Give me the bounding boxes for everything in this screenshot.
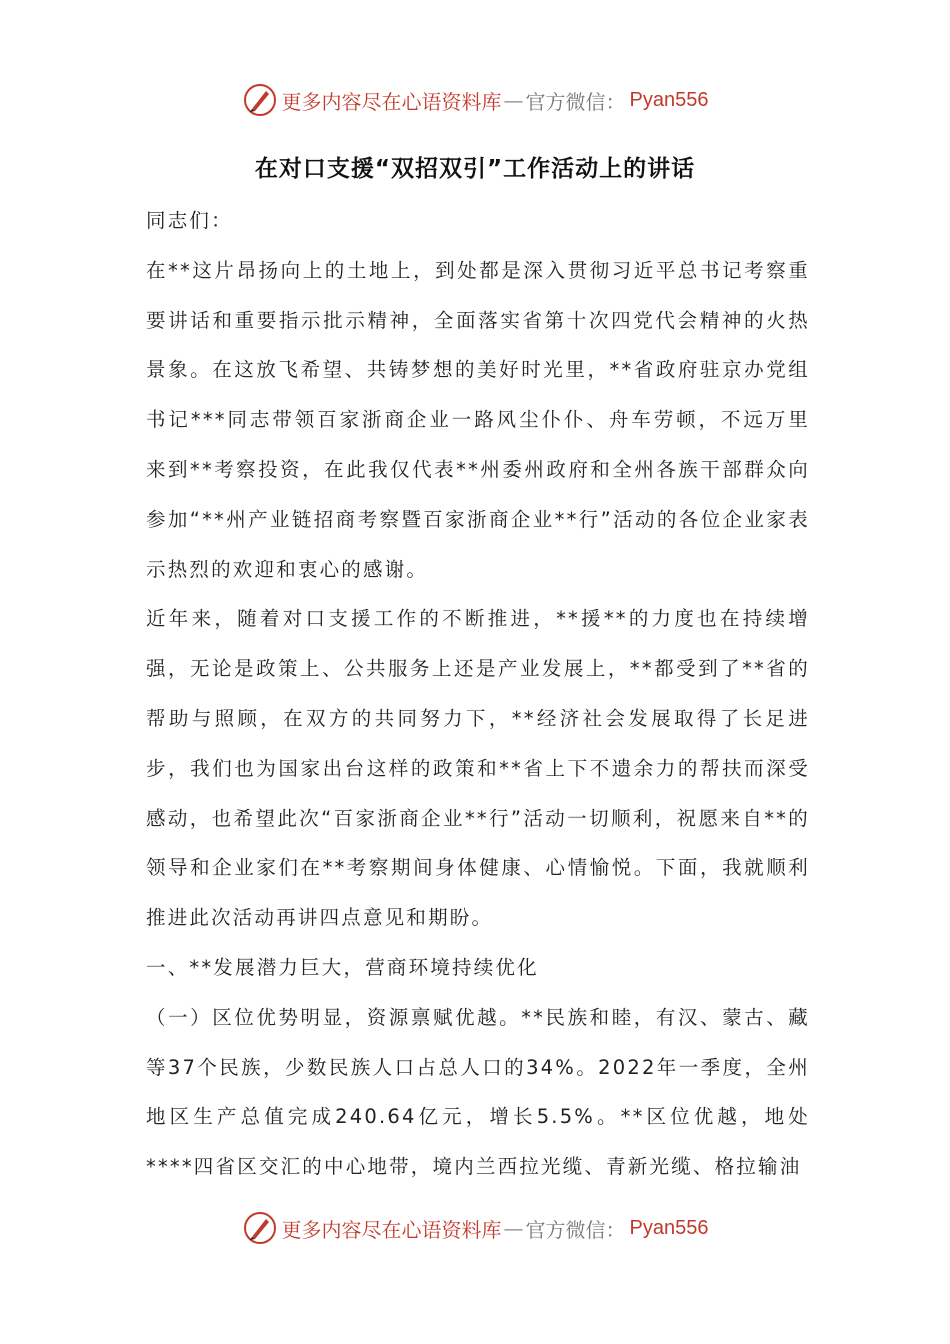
- pen-logo-icon: [242, 1210, 278, 1246]
- watermark-wechat-id: Pyan556: [629, 1216, 709, 1239]
- salutation: 同志们：: [146, 209, 233, 232]
- watermark-separator: —: [503, 1216, 524, 1240]
- watermark-wechat-label: 官方微信：: [525, 89, 626, 114]
- pen-logo-icon: [242, 82, 278, 118]
- watermark-brand: 更多内容尽在心语资料库: [281, 1217, 502, 1242]
- watermark-brand: 更多内容尽在心语资料库: [281, 89, 502, 114]
- section-heading: 一、**发展潜力巨大，营商环境持续优化: [146, 955, 539, 979]
- watermark-wechat-id: Pyan556: [629, 88, 709, 111]
- paragraph: 近年来，随着对口支援工作的不断推进，**援**的力度也在持续增强，无论是政策上、公共服务上还是产业发展上，**都受到了**省的帮助与照顾，在双方的共同努力下，**经济社会发展取得了长足进步，我们也为国家出台这样的政策和**省上下不遗余力的帮扶而深受感动，也希望此次“百家浙商企业**行”活动一切顺利，祝愿来自**的领导和企业家们在**考察期间身体健康、心情愉悦。下面，我就顺利推进此次活动再讲四点意见和期盼。: [146, 607, 810, 930]
- paragraph: （一）区位优势明显，资源禀赋优越。**民族和睦，有汉、蒙古、藏等37个民族，少数民族人口占总人口的34%。2022年一季度，全州地区生产总值完成240.64亿元，增长5.5%。**区位优越，地处****四省区交汇的中心地带，境内兰西拉光缆、青新光缆、格拉输油: [146, 1005, 810, 1179]
- watermark-banner-bottom: [0, 1208, 950, 1248]
- watermark-wechat-label: 官方微信：: [525, 1217, 626, 1242]
- watermark-banner-top: [0, 80, 950, 120]
- paragraph: 在**这片昂扬向上的土地上，到处都是深入贯彻习近平总书记考察重要讲话和重要指示批示精神，全面落实省第十次四党代会精神的火热景象。在这放飞希望、共铸梦想的美好时光里，**省政府驻京办党组书记***同志带领百家浙商企业一路风尘仆仆、舟车劳顿，不远万里来到**考察投资，在此我仅代表**州委州政府和全州各族干部群众向参加“**州产业链招商考察暨百家浙商企业**行”活动的各位企业家表示热烈的欢迎和衷心的感谢。: [146, 258, 810, 581]
- document-body: [146, 196, 810, 1192]
- document-title: 在对口支援“双招双引”工作活动上的讲话: [254, 156, 696, 182]
- watermark-separator: —: [503, 88, 524, 112]
